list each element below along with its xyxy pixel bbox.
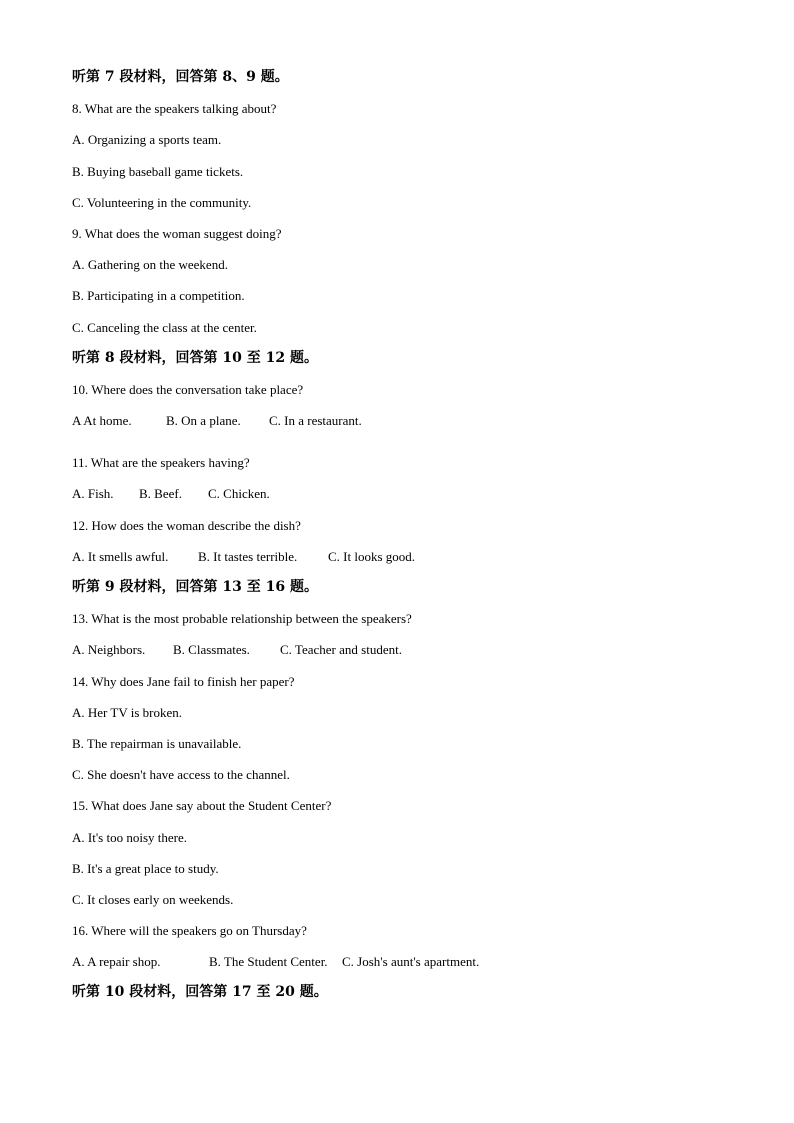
option-12c: C. It looks good. [328, 548, 416, 564]
options-12 [72, 541, 732, 572]
option-12a: A. It smells awful. [72, 548, 169, 564]
question-8: 8. What are the speakers talking about? [72, 101, 277, 117]
question-13: 13. What is the most probable relationship between the speakers? [72, 611, 412, 627]
option-8b: B. Buying baseball game tickets. [72, 163, 244, 179]
question-11: 11. What are the speakers having? [72, 455, 250, 471]
section-heading-9: 听第 9 段材料，回答第 13 至 16 题。 [72, 579, 318, 595]
section-heading-7: 听第 7 段材料，回答第 8、9 题。 [72, 69, 289, 85]
option-12b: B. It tastes terrible. [198, 548, 298, 564]
section-heading-10: 听第 10 段材料，回答第 17 至 20 题。 [72, 984, 328, 1001]
option-14b: B. The repairman is unavailable. [72, 735, 242, 751]
option-11a: A. Fish. [72, 486, 114, 502]
option-13b: B. Classmates. [173, 642, 250, 658]
option-15b: B. It's a great place to study. [72, 860, 219, 876]
option-14c: C. She doesn't have access to the channel. [72, 767, 290, 783]
option-10c: C. In a restaurant. [269, 413, 362, 429]
options-11 [72, 478, 732, 509]
option-11c: C. Chicken. [208, 486, 270, 502]
option-10b: B. On a plane. [166, 413, 241, 429]
option-8a: A. Organizing a sports team. [72, 132, 222, 148]
option-13c: C. Teacher and student. [280, 642, 402, 658]
option-9a: A. Gathering on the weekend. [72, 257, 228, 273]
option-16a: A. A repair shop. [72, 954, 161, 970]
question-9: 9. What does the woman suggest doing? [72, 225, 282, 241]
question-14: 14. Why does Jane fail to finish her paper? [72, 673, 295, 689]
option-14a: A. Her TV is broken. [72, 704, 183, 720]
option-16c: C. Josh's aunt's apartment. [342, 954, 480, 970]
section-heading-8: 听第 8 段材料，回答第 10 至 12 题。 [72, 349, 318, 366]
option-15a: A. It's too noisy there. [72, 829, 187, 845]
options-13 [72, 634, 732, 665]
option-16b: B. The Student Center. [209, 954, 328, 970]
option-13a: A. Neighbors. [72, 642, 146, 658]
option-15c: C. It closes early on weekends. [72, 891, 234, 907]
question-10: 10. Where does the conversation take place? [72, 381, 304, 397]
option-8c: C. Volunteering in the community. [72, 194, 252, 210]
option-10a: A At home. [72, 413, 132, 429]
options-10 [72, 405, 732, 436]
options-16 [72, 946, 732, 977]
option-9c: C. Canceling the class at the center. [72, 319, 257, 335]
option-11b: B. Beef. [139, 486, 182, 502]
spacer [72, 436, 732, 447]
document-page [72, 62, 732, 1009]
option-9b: B. Participating in a competition. [72, 288, 245, 304]
question-15: 15. What does Jane say about the Student Center? [72, 798, 332, 814]
question-16: 16. Where will the speakers go on Thursday? [72, 923, 307, 939]
question-12: 12. How does the woman describe the dish? [72, 517, 301, 533]
